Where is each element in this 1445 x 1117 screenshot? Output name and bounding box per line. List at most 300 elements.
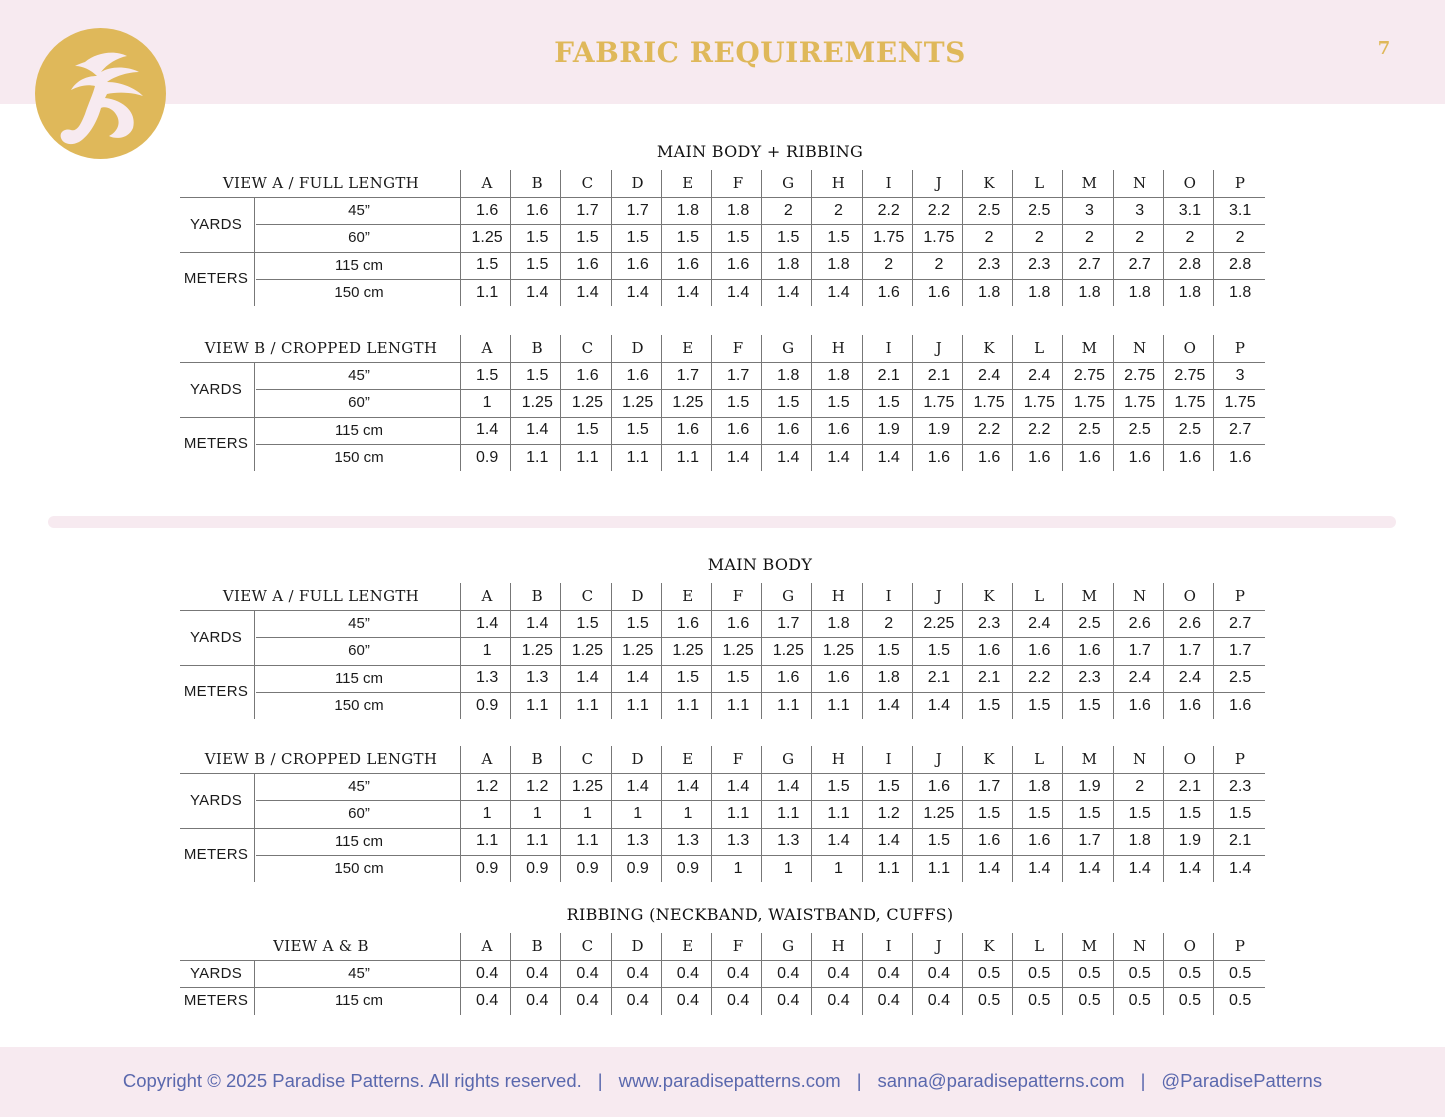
value-cell: 1.25 [923, 804, 955, 822]
table-row [180, 444, 1265, 471]
fabric-width-label: 60” [348, 229, 370, 247]
view-label: VIEW A / FULL LENGTH [222, 587, 420, 605]
value-cell: 3 [1085, 201, 1094, 219]
value-cell: 1.9 [927, 421, 951, 439]
value-cell: 1.3 [475, 669, 499, 687]
value-cell: 1.4 [877, 832, 900, 850]
view-label: VIEW A / FULL LENGTH [222, 174, 420, 192]
value-cell: 1.2 [877, 804, 900, 822]
table-rule [1062, 170, 1063, 306]
value-cell: 1.4 [927, 696, 951, 714]
unit-label: METERS [183, 683, 249, 701]
value-cell: 1.25 [672, 641, 704, 659]
table-rule [1213, 583, 1214, 719]
value-cell: 1.4 [726, 448, 750, 466]
unit-label: YARDS [189, 215, 243, 233]
value-cell: 1.3 [726, 832, 750, 850]
size-header: L [1034, 937, 1045, 955]
value-cell: 2.5 [1178, 421, 1202, 439]
table-rule [1163, 583, 1164, 719]
footer-email-link[interactable]: sanna@paradisepatterns.com [877, 1070, 1125, 1091]
size-header: H [831, 937, 846, 955]
size-header: P [1234, 339, 1246, 357]
value-cell: 1.6 [1078, 448, 1101, 466]
fabric-width-label: 115 cm [334, 992, 384, 1010]
table-row [180, 665, 1265, 692]
value-cell: 1.1 [475, 832, 499, 850]
value-cell: 2 [834, 201, 843, 219]
size-header: A [481, 937, 493, 955]
table-rule [560, 746, 561, 882]
value-cell: 1.6 [927, 283, 951, 301]
value-cell: 0.4 [676, 991, 700, 1009]
value-cell: 1.75 [1224, 393, 1256, 411]
value-cell: 2.3 [1228, 777, 1252, 795]
table-rule [1062, 583, 1063, 719]
value-cell: 1.6 [676, 421, 700, 439]
value-cell: 1.6 [726, 256, 750, 274]
size-header: B [531, 587, 543, 605]
size-header: J [935, 937, 943, 955]
value-cell: 2.3 [977, 614, 1001, 632]
section-divider [48, 516, 1396, 528]
value-cell: 1.25 [772, 641, 804, 659]
value-cell: 0.4 [626, 964, 649, 982]
value-cell: 0.5 [1028, 964, 1051, 982]
value-cell: 1.5 [576, 228, 599, 246]
table-rule [912, 335, 913, 471]
value-cell: 1.1 [626, 448, 649, 466]
table-rule [1012, 335, 1013, 471]
table-rule [254, 197, 255, 306]
value-cell: 1.4 [626, 669, 649, 687]
value-cell: 1.1 [827, 696, 850, 714]
table-rule [611, 170, 612, 306]
value-cell: 1 [583, 804, 592, 822]
size-header: A [481, 587, 493, 605]
value-cell: 0.4 [827, 991, 850, 1009]
value-cell: 3.1 [1228, 201, 1252, 219]
value-cell: 0.4 [877, 991, 900, 1009]
value-cell: 1.5 [977, 804, 1001, 822]
value-cell: 2.5 [977, 201, 1001, 219]
value-cell: 1.3 [526, 669, 549, 687]
value-cell: 1.5 [576, 421, 599, 439]
table-rule [560, 933, 561, 1015]
value-cell: 0.4 [475, 964, 499, 982]
table-rule [661, 933, 662, 1015]
table-header-row [180, 583, 1265, 609]
value-cell: 0.4 [827, 964, 850, 982]
table-rule [711, 335, 712, 471]
fabric-width-label: 45” [348, 965, 370, 983]
value-cell: 1.7 [977, 777, 1001, 795]
value-cell: 0.9 [475, 696, 499, 714]
size-header: O [1183, 750, 1197, 768]
value-cell: 1 [633, 804, 643, 822]
table-rule [1062, 746, 1063, 882]
value-cell: 1.4 [877, 696, 900, 714]
value-cell: 1.4 [526, 421, 549, 439]
table-rule [1113, 335, 1114, 471]
size-header: J [935, 750, 943, 768]
table-header-row [180, 170, 1265, 196]
value-cell: 1.9 [877, 421, 900, 439]
size-header: M [1081, 174, 1098, 192]
table-row [180, 362, 1265, 389]
size-header: H [831, 339, 846, 357]
table-rule [661, 335, 662, 471]
value-cell: 1.1 [676, 448, 700, 466]
size-header: G [782, 750, 795, 768]
value-cell: 1.6 [827, 421, 850, 439]
value-cell: 1.1 [576, 832, 599, 850]
table-row [180, 773, 1265, 800]
value-cell: 2 [1135, 228, 1145, 246]
view-label: VIEW A & B [273, 937, 369, 955]
value-cell: 1.8 [1228, 283, 1252, 301]
value-cell: 1.8 [827, 614, 850, 632]
value-cell: 1 [482, 393, 492, 411]
value-cell: 1.1 [726, 696, 750, 714]
size-header: P [1234, 750, 1246, 768]
table-rule [711, 583, 712, 719]
value-cell: 1.5 [475, 366, 499, 384]
table-rule [711, 170, 712, 306]
value-cell: 1.7 [1228, 641, 1252, 659]
table-row [180, 224, 1265, 251]
value-cell: 1 [532, 804, 542, 822]
value-cell: 2.7 [1078, 256, 1101, 274]
footer-social-link[interactable]: @ParadisePatterns [1161, 1070, 1323, 1091]
value-cell: 1.8 [777, 256, 800, 274]
table-header-row [180, 933, 1265, 959]
table-rule [611, 583, 612, 719]
value-cell: 1.6 [1028, 832, 1051, 850]
value-cell: 1.5 [927, 832, 951, 850]
table-row [180, 828, 1265, 855]
value-cell: 1.8 [1178, 283, 1202, 301]
value-cell: 2.4 [1178, 669, 1202, 687]
value-cell: 1.5 [877, 777, 900, 795]
size-header: I [885, 174, 892, 192]
value-cell: 1.5 [626, 421, 649, 439]
table-rule [510, 746, 511, 882]
value-cell: 1.5 [1078, 696, 1101, 714]
table-rule [1113, 933, 1114, 1015]
fabric-width-label: 60” [348, 642, 370, 660]
footer-separator: | [597, 1070, 603, 1091]
unit-label: YARDS [189, 628, 243, 646]
value-cell: 2.4 [977, 366, 1001, 384]
table-rule [1012, 746, 1013, 882]
size-header: G [782, 587, 795, 605]
value-cell: 0.9 [576, 859, 599, 877]
fabric-width-label: 45” [348, 367, 370, 385]
table-rule [962, 583, 963, 719]
section-title: MAIN BODY + RIBBING [656, 142, 864, 161]
value-cell: 3 [1135, 201, 1145, 219]
table-rule [1012, 933, 1013, 1015]
value-cell: 1.1 [877, 859, 900, 877]
value-cell: 0.5 [1078, 991, 1101, 1009]
value-cell: 1.5 [1028, 804, 1051, 822]
table-rule [962, 170, 963, 306]
value-cell: 1.5 [827, 393, 850, 411]
table-row [180, 279, 1265, 306]
value-cell: 1.4 [1078, 859, 1101, 877]
value-cell: 1.7 [676, 366, 700, 384]
value-cell: 1.25 [571, 777, 604, 795]
view-label: VIEW B / CROPPED LENGTH [204, 339, 438, 357]
value-cell: 1.7 [1178, 641, 1202, 659]
size-header: C [581, 750, 594, 768]
table-row [180, 197, 1265, 224]
value-cell: 0.5 [977, 991, 1001, 1009]
value-cell: 0.4 [526, 964, 549, 982]
fabric-width-label: 45” [348, 615, 370, 633]
table-row [180, 692, 1265, 719]
value-cell: 1.1 [475, 283, 499, 301]
value-cell: 1.5 [1028, 696, 1051, 714]
value-cell: 0.5 [1228, 964, 1252, 982]
size-header: G [782, 937, 795, 955]
value-cell: 1.5 [827, 228, 850, 246]
size-header: K [983, 937, 995, 955]
value-cell: 1.4 [576, 669, 599, 687]
size-header: H [831, 587, 846, 605]
section-title: RIBBING (NECKBAND, WAISTBAND, CUFFS) [566, 905, 954, 924]
footer [0, 1070, 1445, 1092]
value-cell: 1.3 [777, 832, 800, 850]
footer-website-link[interactable]: www.paradisepatterns.com [618, 1070, 841, 1091]
value-cell: 1.4 [1128, 859, 1151, 877]
value-cell: 1.4 [676, 283, 700, 301]
value-cell: 2 [1085, 228, 1094, 246]
size-header: M [1081, 937, 1098, 955]
size-header: L [1034, 750, 1045, 768]
value-cell: 1.75 [1174, 393, 1206, 411]
value-cell: 1.5 [726, 669, 750, 687]
fabric-width-label: 150 cm [334, 697, 384, 715]
table-row [180, 610, 1265, 637]
table-rule [1113, 746, 1114, 882]
size-header: M [1081, 587, 1098, 605]
value-cell: 2.2 [877, 201, 900, 219]
size-header: O [1183, 174, 1197, 192]
value-cell: 1.6 [676, 614, 700, 632]
size-header: L [1034, 339, 1045, 357]
value-cell: 3.1 [1178, 201, 1202, 219]
table-row [180, 417, 1265, 444]
value-cell: 1.4 [827, 448, 850, 466]
unit-label: METERS [183, 846, 249, 864]
unit-label: METERS [183, 992, 249, 1010]
value-cell: 1.1 [526, 832, 549, 850]
value-cell: 2 [1185, 228, 1195, 246]
value-cell: 1.1 [626, 696, 649, 714]
value-cell: 1.5 [777, 393, 800, 411]
table-rule [611, 746, 612, 882]
size-header: K [983, 750, 995, 768]
fabric-width-label: 150 cm [334, 449, 384, 467]
fabric-width-label: 150 cm [334, 860, 384, 878]
fabric-width-label: 45” [348, 202, 370, 220]
value-cell: 1.4 [1178, 859, 1202, 877]
size-header: E [682, 339, 694, 357]
page-number: 7 [1377, 38, 1391, 59]
value-cell: 0.4 [726, 964, 750, 982]
value-cell: 1.25 [521, 641, 553, 659]
value-cell: 1.6 [626, 366, 649, 384]
value-cell: 1.4 [626, 777, 649, 795]
value-cell: 0.9 [475, 448, 499, 466]
value-cell: 0.5 [1178, 964, 1202, 982]
value-cell: 1.8 [777, 366, 800, 384]
value-cell: 1.5 [1128, 804, 1151, 822]
value-cell: 1 [683, 804, 693, 822]
table-row [180, 960, 1265, 987]
table-rule [460, 933, 461, 1015]
value-cell: 1.1 [576, 696, 599, 714]
value-cell: 1.8 [726, 201, 750, 219]
value-cell: 1.8 [1028, 777, 1051, 795]
value-cell: 2.1 [1228, 832, 1252, 850]
table-rule [1163, 335, 1164, 471]
value-cell: 1.5 [576, 614, 599, 632]
size-header: O [1183, 587, 1197, 605]
value-cell: 1 [482, 641, 492, 659]
table-rule [811, 170, 812, 306]
size-header: I [885, 587, 892, 605]
table-rule [460, 335, 461, 471]
requirements-table [180, 335, 1265, 471]
value-cell: 1.7 [626, 201, 649, 219]
table-rule [1213, 335, 1214, 471]
value-cell: 1.6 [977, 832, 1001, 850]
value-cell: 1.25 [622, 393, 654, 411]
value-cell: 0.4 [927, 991, 951, 1009]
value-cell: 1.6 [1228, 448, 1252, 466]
size-header: I [885, 750, 892, 768]
value-cell: 0.4 [676, 964, 700, 982]
table-rule [862, 746, 863, 882]
fabric-width-label: 115 cm [334, 669, 384, 687]
value-cell: 1.5 [626, 228, 649, 246]
value-cell: 1.2 [475, 777, 499, 795]
value-cell: 1.4 [1028, 859, 1051, 877]
value-cell: 1.8 [1078, 283, 1101, 301]
table-rule [510, 170, 511, 306]
value-cell: 3 [1235, 366, 1245, 384]
size-header: J [935, 174, 943, 192]
table-rule [1163, 933, 1164, 1015]
value-cell: 2.1 [927, 366, 951, 384]
table-rule [1113, 583, 1114, 719]
table-rule [761, 583, 762, 719]
table-rule [811, 335, 812, 471]
value-cell: 1.5 [977, 696, 1001, 714]
table-rule [254, 610, 255, 719]
size-header: N [1132, 587, 1147, 605]
value-cell: 2 [984, 228, 994, 246]
value-cell: 1.75 [923, 228, 955, 246]
size-header: C [581, 587, 594, 605]
size-header: D [631, 587, 644, 605]
requirements-table [180, 583, 1265, 719]
value-cell: 0.4 [777, 991, 800, 1009]
unit-label: METERS [183, 435, 249, 453]
table-row [180, 987, 1265, 1014]
size-header: E [682, 174, 694, 192]
value-cell: 1.6 [1028, 448, 1051, 466]
value-cell: 2.1 [877, 366, 900, 384]
table-rule [912, 933, 913, 1015]
size-header: P [1234, 937, 1246, 955]
size-header: A [481, 174, 493, 192]
value-cell: 2.1 [927, 669, 951, 687]
value-cell: 1.6 [726, 421, 750, 439]
requirements-table [180, 933, 1265, 1015]
value-cell: 1.7 [1128, 641, 1151, 659]
table-rule [1213, 170, 1214, 306]
table-rule [460, 170, 461, 306]
size-header: F [732, 174, 744, 192]
value-cell: 2.75 [1124, 366, 1156, 384]
value-cell: 1.4 [726, 777, 750, 795]
table-rule [862, 335, 863, 471]
size-header: H [831, 174, 846, 192]
table-row [180, 855, 1265, 882]
table-header-row [180, 746, 1265, 772]
table-rule [611, 335, 612, 471]
value-cell: 1.8 [1128, 283, 1151, 301]
value-cell: 1 [733, 859, 743, 877]
table-rule [1012, 583, 1013, 719]
value-cell: 1.4 [877, 448, 900, 466]
value-cell: 1.25 [822, 641, 855, 659]
value-cell: 1.6 [475, 201, 499, 219]
value-cell: 1.8 [1028, 283, 1051, 301]
size-header: N [1132, 937, 1147, 955]
size-header: O [1183, 937, 1197, 955]
value-cell: 2.5 [1028, 201, 1051, 219]
table-rule [962, 335, 963, 471]
value-cell: 2.5 [1128, 421, 1151, 439]
value-cell: 0.5 [1178, 991, 1202, 1009]
value-cell: 0.4 [777, 964, 800, 982]
table-rule [912, 583, 913, 719]
value-cell: 0.9 [676, 859, 700, 877]
value-cell: 1.75 [1023, 393, 1055, 411]
value-cell: 2.8 [1228, 256, 1252, 274]
value-cell: 1.5 [877, 393, 900, 411]
size-header: C [581, 339, 594, 357]
table-rule [1062, 933, 1063, 1015]
value-cell: 0.4 [475, 991, 499, 1009]
value-cell: 1.25 [672, 393, 704, 411]
table-rule [711, 933, 712, 1015]
value-cell: 0.4 [927, 964, 951, 982]
value-cell: 2.7 [1228, 421, 1252, 439]
value-cell: 0.5 [1028, 991, 1051, 1009]
table-rule [912, 746, 913, 882]
value-cell: 0.4 [877, 964, 900, 982]
table-rule [912, 170, 913, 306]
value-cell: 1.5 [1078, 804, 1101, 822]
value-cell: 1.3 [676, 832, 700, 850]
table-row [180, 637, 1265, 664]
